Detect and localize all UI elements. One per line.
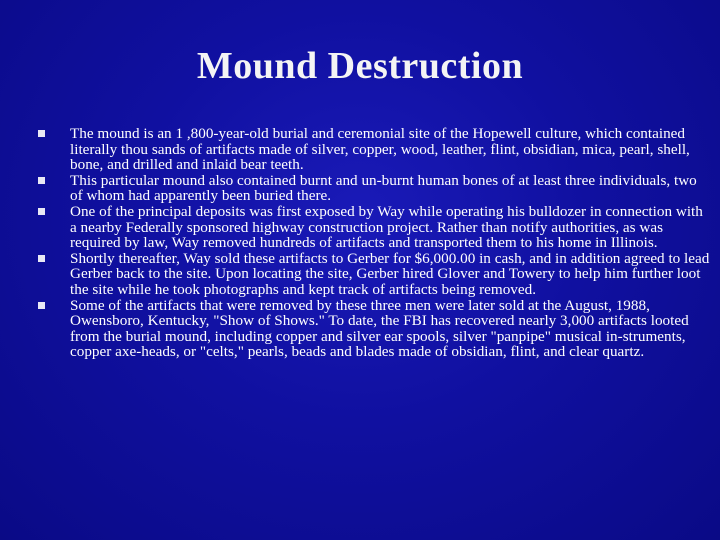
- bullet-item: [38, 298, 710, 360]
- bullet-item: [38, 251, 710, 298]
- bullet-item: [38, 204, 710, 251]
- bullet-text: Shortly thereafter, Way sold these artifacts to Gerber for $6,000.00 in cash, and in addition agreed to lead Gerber back to the site. Upon locating the site, Gerber hired Glover and Towery to help him further loot the site while he took photographs and kept track of artifacts being removed.: [70, 249, 710, 298]
- bullet-text: This particular mound also contained burnt and un-burnt human bones of at least three individuals, two of whom had apparently been buried there.: [70, 171, 697, 205]
- bullet-item: [38, 173, 710, 204]
- square-bullet-icon: [38, 255, 45, 262]
- bullet-text: Some of the artifacts that were removed by these three men were later sold at the August, 1988, Owensboro, Kentucky, "Show of Shows." To date, the FBI has recovered nearly 3,000 artifacts looted from the burial mound, including copper and silver ear spools, silver "panpipe" musical in-struments, copper axe-heads, or "celts," pearls, beads and blades made of obsidian, flint, and clear quartz.: [70, 296, 689, 361]
- bullet-item: [38, 126, 710, 173]
- slide-title: Mound Destruction: [196, 45, 524, 87]
- square-bullet-icon: [38, 130, 45, 137]
- square-bullet-icon: [38, 208, 45, 215]
- bullet-text: One of the principal deposits was first exposed by Way while operating his bulldozer in connection with a nearby Federally sponsored highway construction project. Rather than notify authorities, as was required by law, Way removed hundreds of artifacts and transported them to his home in Illinois.: [70, 202, 703, 252]
- bullet-text: The mound is an 1 ,800-year-old burial and ceremonial site of the Hopewell culture, which contained literally thou sands of artifacts made of silver, copper, wood, leather, flint, obsidian, mica, pearl, shell, bone, and drilled and inlaid bear teeth.: [70, 125, 690, 174]
- bullet-list: [38, 126, 710, 360]
- square-bullet-icon: [38, 177, 45, 184]
- square-bullet-icon: [38, 302, 45, 309]
